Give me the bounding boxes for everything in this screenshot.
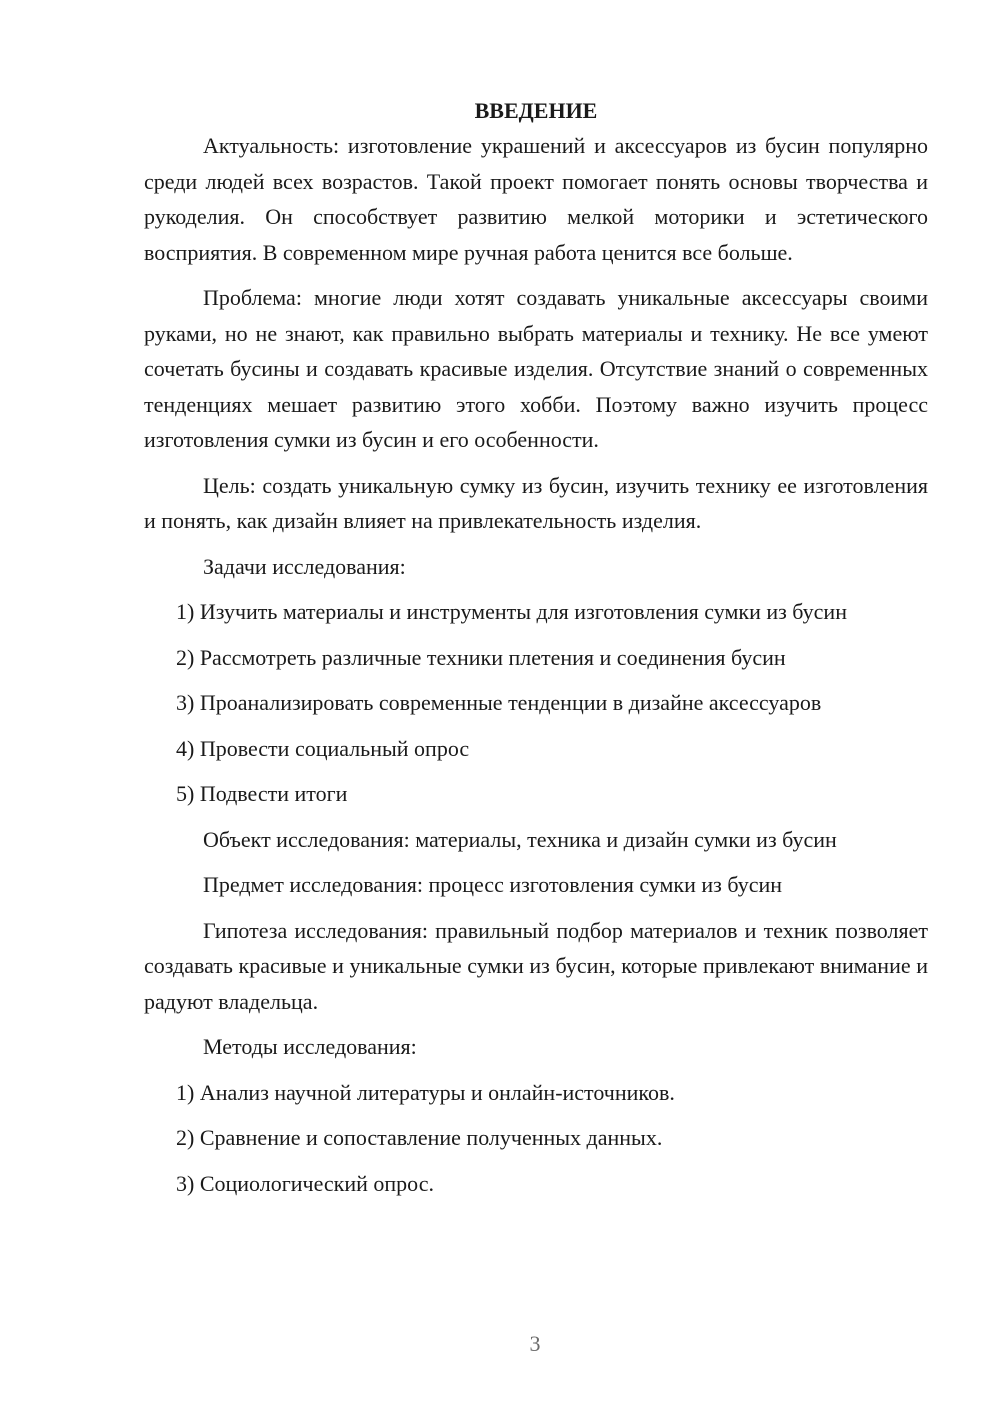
methods-list	[144, 1075, 928, 1202]
method-item: 2) Сравнение и сопоставление полученных данных.	[176, 1125, 663, 1150]
research-subject: Предмет исследования: процесс изготовления сумки из бусин	[203, 872, 783, 897]
hypothesis-paragraph: Гипотеза исследования: правильный подбор материалов и техник позволяет создавать красивые и уникальные сумки из бусин, которые привлекают внимание и радуют владельца.	[144, 917, 928, 1014]
method-item: 1) Анализ научной литературы и онлайн-источников.	[176, 1079, 675, 1105]
task-item: 5) Подвести итоги	[176, 781, 348, 806]
method-item: 3) Социологический опрос.	[176, 1170, 434, 1196]
task-item: 2) Рассмотреть различные техники плетения и соединения бусин	[176, 644, 786, 670]
methods-heading: Методы исследования:	[203, 1034, 417, 1059]
tasks-heading: Задачи исследования:	[203, 553, 406, 579]
page-number: 3	[529, 1331, 541, 1356]
document-page	[144, 92, 928, 1211]
problem-paragraph: Проблема: многие люди хотят создавать уникальные аксессуары своими руками, но не знают, как правильно выбрать материалы и технику. Не все умеют сочетать бусины и создавать красивые изделия. Отсутствие знаний о современных тенденциях мешает развитию этого хобби. Поэтому важно изучить процесс изготовления сумки из бусин и его особенности.	[144, 285, 928, 452]
relevance-paragraph: Актуальность: изготовление украшений и аксессуаров из бусин популярно среди людей всех возрастов. Такой проект помогает понять основы творчества и рукоделия. Он способствует развитию мелкой моторики и эстетического восприятия. В современном мире ручная работа ценится все больше.	[144, 133, 928, 265]
goal-paragraph: Цель: создать уникальную сумку из бусин, изучить технику ее изготовления и понять, как дизайн влияет на привлекательность изделия.	[144, 472, 928, 533]
task-item: 3) Проанализировать современные тенденции в дизайне аксессуаров	[176, 690, 822, 715]
tasks-list	[144, 594, 928, 812]
page-title: ВВЕДЕНИЕ	[474, 98, 598, 123]
task-item: 1) Изучить материалы и инструменты для изготовления сумки из бусин	[176, 599, 847, 624]
research-object: Объект исследования: материалы, техника и дизайн сумки из бусин	[203, 826, 837, 852]
task-item: 4) Провести социальный опрос	[176, 735, 470, 761]
